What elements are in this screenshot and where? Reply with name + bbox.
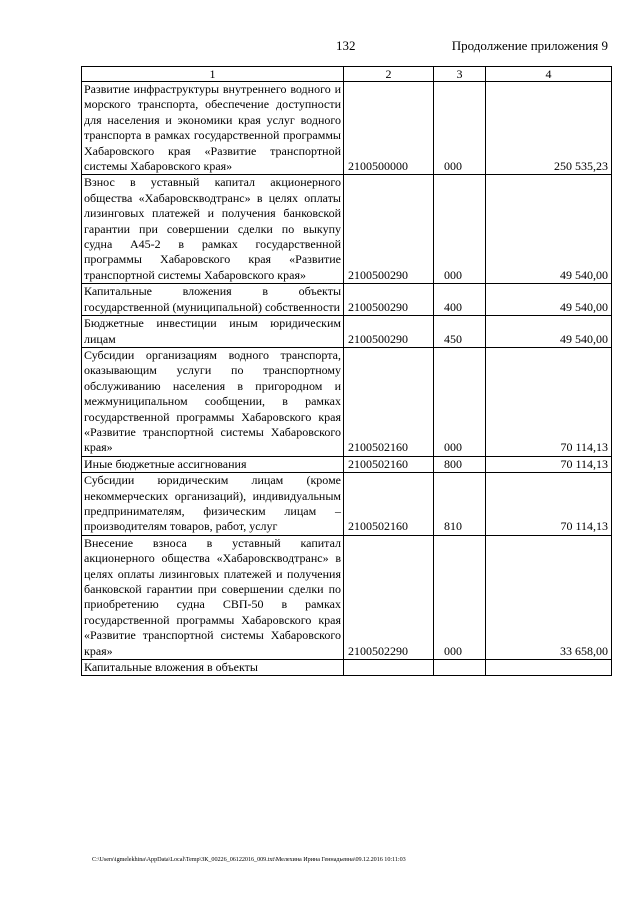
row-sum [486, 660, 612, 676]
table-row [82, 456, 612, 472]
row-sum: 49 540,00 [486, 316, 612, 348]
table-row [82, 82, 612, 175]
row-code: 2100502160 [344, 473, 434, 536]
column-number: 1 [82, 67, 344, 82]
row-code: 2100500290 [344, 316, 434, 348]
row-expense-type: 400 [434, 284, 486, 316]
continuation-label: Продолжение приложения 9 [451, 38, 608, 53]
page-header [0, 38, 640, 58]
row-expense-type: 800 [434, 456, 486, 472]
table-row [82, 660, 612, 676]
column-number: 4 [486, 67, 612, 82]
row-code: 2100502160 [344, 456, 434, 472]
row-sum: 70 114,13 [486, 456, 612, 472]
row-sum: 49 540,00 [486, 284, 612, 316]
row-name: Капитальные вложения в объекты [82, 660, 344, 676]
row-sum: 33 658,00 [486, 535, 612, 659]
row-sum: 70 114,13 [486, 473, 612, 536]
table-row [82, 284, 612, 316]
table-row [82, 473, 612, 536]
row-expense-type [434, 660, 486, 676]
row-code: 2100502160 [344, 347, 434, 456]
row-code: 2100500290 [344, 175, 434, 284]
row-code [344, 660, 434, 676]
row-name: Бюджетные инвестиции иным юридическим лицам [82, 316, 344, 348]
row-name: Капитальные вложения в объекты государственной (муниципальной) собственности [82, 284, 344, 316]
row-name: Взнос в уставный капитал акционерного общества «Хабаровскводтранс» в целях оплаты лизинговых платежей и получения банковской гарантии при совершении сделки по выкупу судна А45-2 в рамках государственной программы Хабаровского края «Развитие транспортной системы Хабаровского края» [82, 175, 344, 284]
row-expense-type: 000 [434, 175, 486, 284]
page-number: 132 [336, 38, 356, 53]
row-code: 2100500000 [344, 82, 434, 175]
table-row [82, 316, 612, 348]
row-sum: 49 540,00 [486, 175, 612, 284]
row-name: Внесение взноса в уставный капитал акционерного общества «Хабаровскводтранс» в целях оплаты лизинговых платежей и получения банковской гарантии при совершении сделки по приобретению судна СВП-50 в рамках государственной программы Хабаровского края «Развитие транспортной системы Хабаровского края» [82, 535, 344, 659]
column-number: 3 [434, 67, 486, 82]
budget-table [81, 66, 612, 676]
row-sum: 70 114,13 [486, 347, 612, 456]
row-name: Иные бюджетные ассигнования [82, 456, 344, 472]
row-name: Субсидии юридическим лицам (кроме некоммерческих организаций), индивидуальным предпринимателям, физическим лицам – производителям товаров, работ, услуг [82, 473, 344, 536]
table-row [82, 535, 612, 659]
row-expense-type: 000 [434, 535, 486, 659]
row-code: 2100502290 [344, 535, 434, 659]
column-number: 2 [344, 67, 434, 82]
row-code: 2100500290 [344, 284, 434, 316]
row-expense-type: 000 [434, 82, 486, 175]
row-name: Развитие инфраструктуры внутреннего водного и морского транспорта, обеспечение доступности для населения и экономики края услуг водного транспорта в рамках государственной программы Хабаровского края «Развитие транспортной системы Хабаровского края» [82, 82, 344, 175]
file-path-footer: C:\Users\igmelekhina\AppData\Local\Temp\ЗК_00226_06122016_009.txt\Мелехина Ирина Геннадьевна\09.12.2016 10:11:03 [92, 856, 406, 863]
row-expense-type: 000 [434, 347, 486, 456]
row-name: Субсидии организациям водного транспорта, оказывающим услуги по транспортному обслуживанию населения в пригородном и межмуниципальном сообщении, в рамках государственной программы Хабаровского края «Развитие транспортной системы Хабаровского края» [82, 347, 344, 456]
row-expense-type: 450 [434, 316, 486, 348]
column-number-row [82, 67, 612, 82]
row-expense-type: 810 [434, 473, 486, 536]
row-sum: 250 535,23 [486, 82, 612, 175]
table-row [82, 175, 612, 284]
table-row [82, 347, 612, 456]
